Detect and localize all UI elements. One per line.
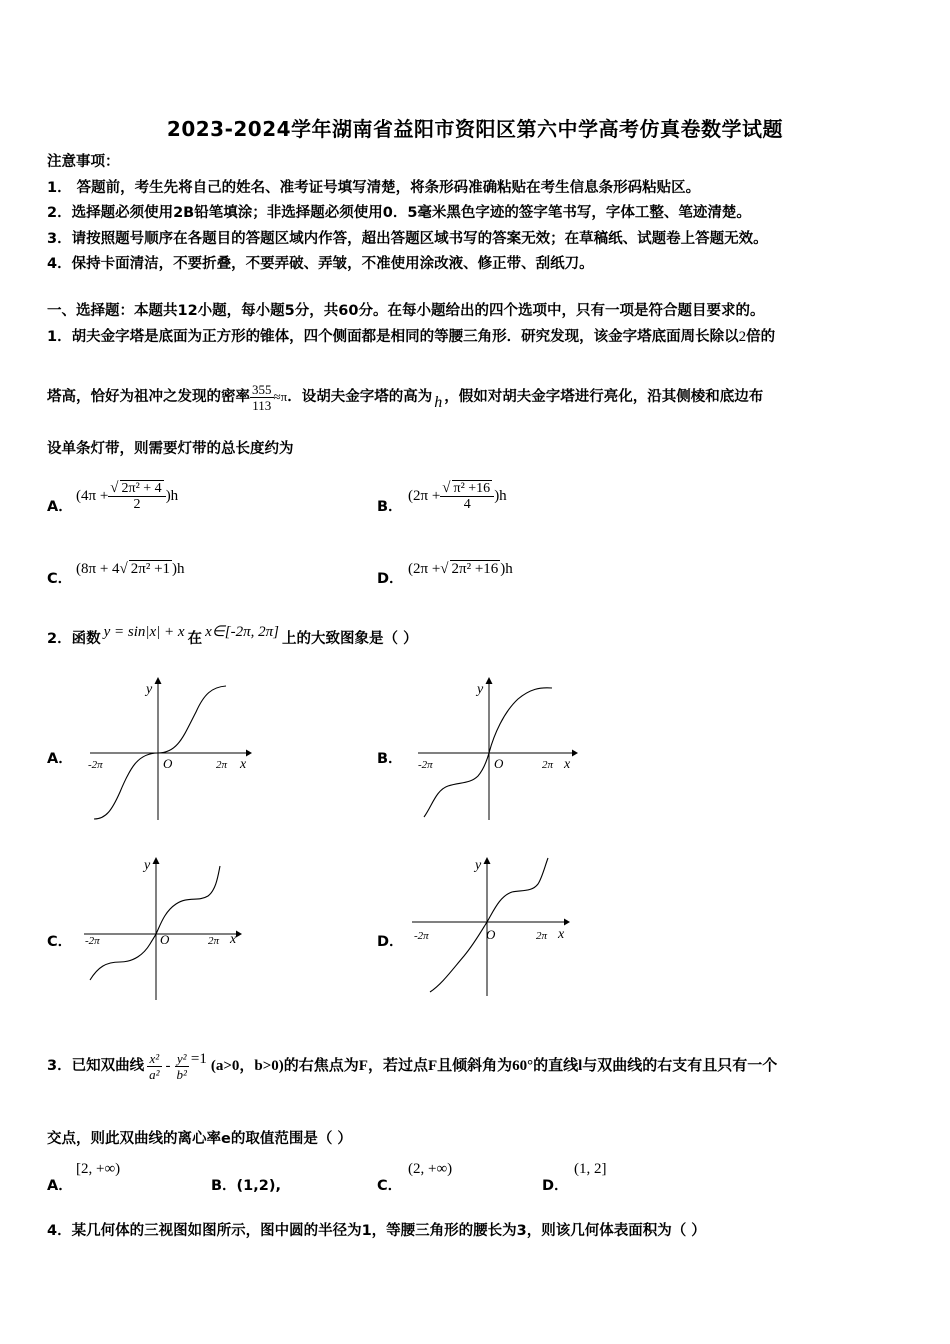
graph-c-y-arrow <box>153 857 160 864</box>
q1-option-d: (2π +√ 2π² +16 )h <box>408 561 513 577</box>
q1-option-d-post: )h <box>500 561 513 577</box>
q2-option-d-label: D． <box>377 934 404 950</box>
q1-line1 <box>47 327 775 347</box>
graph-b-x-label: x <box>564 757 571 772</box>
q1-option-b-frac <box>440 480 494 512</box>
q2-stem <box>47 626 418 652</box>
page-title: 2023-2024学年湖南省益阳市资阳区第六中学高考仿真卷数学试题 <box>166 117 784 141</box>
graph-d-x-arrow <box>564 919 570 926</box>
q2-mid: 在 <box>187 631 203 647</box>
graph-b-y-arrow <box>486 677 493 684</box>
q1-option-a-num: √ 2π² + 4 <box>108 480 165 497</box>
q1-option-c-pre: (8π + 4 <box>76 561 120 577</box>
graph-a-y-label: y <box>146 682 153 697</box>
q2-domain: x∈[-2π, 2π] <box>205 624 280 640</box>
q1-option-b-label: B． <box>377 499 403 515</box>
q1-line3: 设单条灯带，则需要灯带的总长度约为 <box>47 441 294 457</box>
q3-equals: =1 <box>190 1051 207 1067</box>
graph-c-neg-tick: -2π <box>85 935 100 947</box>
q3-option-c-label: C． <box>377 1178 403 1194</box>
notice-item-3: 3．请按照题号顺序在各题目的答题区域内作答，超出答题区域书写的答案无效；在草稿纸、试题卷上答题无效。 <box>47 231 768 247</box>
q3-x2: x² <box>147 1051 161 1067</box>
q3-minus: - <box>165 1058 171 1074</box>
graph-c-origin: O <box>160 932 170 947</box>
q1-h: h <box>434 394 443 411</box>
q1-option-a-rad: 2π² + 4 <box>121 481 162 496</box>
graph-d-y-label: y <box>475 858 482 873</box>
q3-y-frac <box>175 1051 189 1082</box>
q3-pre: 3．已知双曲线 <box>47 1058 145 1074</box>
graph-c-y-label: y <box>144 858 151 873</box>
q1-option-b-rad: π² +16 <box>453 481 491 496</box>
q3-a2: a² <box>149 1066 160 1082</box>
q1-line1-end: 倍的 <box>746 329 776 345</box>
q1-option-d-pre: (2π + <box>408 561 441 577</box>
q1-option-b-den: 4 <box>463 497 471 512</box>
q3-x-frac <box>147 1051 161 1082</box>
q1-line2 <box>47 376 763 418</box>
q1-option-b-pre: (2π + <box>408 487 441 504</box>
q1-line2-b: ．设胡夫金字塔的高为 <box>287 389 433 405</box>
q2-option-a-label: A． <box>47 751 73 767</box>
graph-c-pos-tick: 2π <box>208 935 220 947</box>
q3-option-a-label: A． <box>47 1178 73 1194</box>
notice-heading: 注意事项： <box>47 154 120 170</box>
graph-b-neg-tick: -2π <box>418 759 433 771</box>
q1-option-d-rad: 2π² +16 <box>451 561 499 577</box>
q1-option-a-frac <box>108 480 165 512</box>
q2-option-c-label: C． <box>47 934 73 950</box>
graph-c-curve <box>90 866 220 980</box>
q1-ratio-fraction <box>250 382 274 413</box>
q3-condition: (a>0，b>0)的右焦点为F，若过点F且倾斜角为60°的直线l与双曲线的右支有且只有一个 <box>210 1058 778 1074</box>
graph-d-pos-tick: 2π <box>536 930 548 942</box>
q1-option-a-label: A． <box>47 499 73 515</box>
q1-option-c-label: C． <box>47 571 73 587</box>
q3-y2: y² <box>175 1051 189 1067</box>
q2-graph-a <box>86 672 256 822</box>
q3-option-c: (2, +∞) <box>408 1161 453 1177</box>
q1-option-b <box>408 474 507 518</box>
graph-a-neg-tick: -2π <box>88 759 103 771</box>
q1-option-c: (8π + 4√ 2π² +1 )h <box>76 561 185 577</box>
q1-option-a <box>76 474 178 518</box>
notice-item-4: 4．保持卡面清洁，不要折叠，不要弄破、弄皱，不准使用涂改液、修正带、刮纸刀。 <box>47 256 594 272</box>
q3-b2: b² <box>176 1066 187 1082</box>
q1-line1-text: 1．胡夫金字塔是底面为正方形的锥体，四个侧面都是相同的等腰三角形．研究发现，该金字塔底面周长除以 <box>47 329 739 345</box>
q1-line2-a: 塔高，恰好为祖冲之发现的密率 <box>47 389 250 405</box>
graph-b-y-label: y <box>477 682 484 697</box>
graph-b-origin: O <box>494 756 504 771</box>
q3-option-d-label: D． <box>542 1178 569 1194</box>
graph-d-y-arrow <box>484 857 491 864</box>
q2-post: 上的大致图象是（ ） <box>282 631 418 647</box>
q3-stem <box>47 1044 777 1088</box>
graph-c-x-label: x <box>230 932 237 947</box>
q2-function: y = sin|x| + x <box>103 624 185 640</box>
q2-pre: 2．函数 <box>47 631 101 647</box>
section-heading: 一、选择题：本题共12小题，每小题5分，共60分。在每小题给出的四个选项中，只有一项是符合题目要求的。 <box>47 303 765 319</box>
graph-a-pos-tick: 2π <box>216 759 228 771</box>
graph-a-x-arrow <box>246 750 252 757</box>
q1-two: 2 <box>738 329 747 345</box>
graph-b-x-arrow <box>572 750 578 757</box>
q3-option-b: B．(1,2), <box>211 1178 282 1194</box>
graph-c-x-arrow <box>236 931 242 938</box>
graph-b-pos-tick: 2π <box>542 759 554 771</box>
q1-option-a-post: )h <box>165 487 179 504</box>
q1-option-a-pre: (4π + <box>76 487 109 504</box>
q1-option-c-post: )h <box>172 561 185 577</box>
notice-item-1: 1． 答题前，考生先将自己的姓名、准考证号填写清楚，将条形码准确粘贴在考生信息条形码粘贴区。 <box>47 180 701 196</box>
graph-d-curve <box>430 858 548 992</box>
q1-line2-c: ，假如对胡夫金字塔进行亮化，沿其侧棱和底边布 <box>444 389 764 405</box>
graph-a-origin: O <box>163 756 173 771</box>
graph-b-curve <box>424 688 552 817</box>
q3-line2: 交点，则此双曲线的离心率e的取值范围是（ ） <box>47 1131 352 1147</box>
graph-d-neg-tick: -2π <box>414 930 429 942</box>
q1-approx: ≈π <box>273 389 288 404</box>
q3-option-d: (1, 2] <box>574 1161 607 1177</box>
q1-option-a-den: 2 <box>133 497 141 512</box>
q4-stem: 4．某几何体的三视图如图所示，图中圆的半径为1，等腰三角形的腰长为3，则该几何体表面积为（ ） <box>47 1223 706 1239</box>
q1-option-b-post: )h <box>494 487 507 504</box>
notice-item-2: 2．选择题必须使用2B铅笔填涂；非选择题必须使用0．5毫米黑色字迹的签字笔书写，字体工整、笔迹清楚。 <box>47 205 751 221</box>
graph-a-x-label: x <box>240 757 247 772</box>
graph-d-x-label: x <box>558 927 565 942</box>
graph-a-y-arrow <box>155 677 162 684</box>
q1-option-c-rad: 2π² +1 <box>130 561 171 577</box>
q2-graph-b <box>414 672 584 822</box>
q2-option-b-label: B． <box>377 751 403 767</box>
q2-graph-d <box>408 852 578 1002</box>
q1-ratio-num: 355 <box>252 381 272 397</box>
graph-d-origin: O <box>486 927 496 942</box>
q1-ratio-den: 113 <box>252 397 272 413</box>
q1-option-b-num: √ π² +16 <box>440 480 494 497</box>
q2-graph-c <box>80 852 250 1002</box>
q1-option-d-label: D． <box>377 571 404 587</box>
q3-option-a: [2, +∞) <box>76 1161 121 1177</box>
